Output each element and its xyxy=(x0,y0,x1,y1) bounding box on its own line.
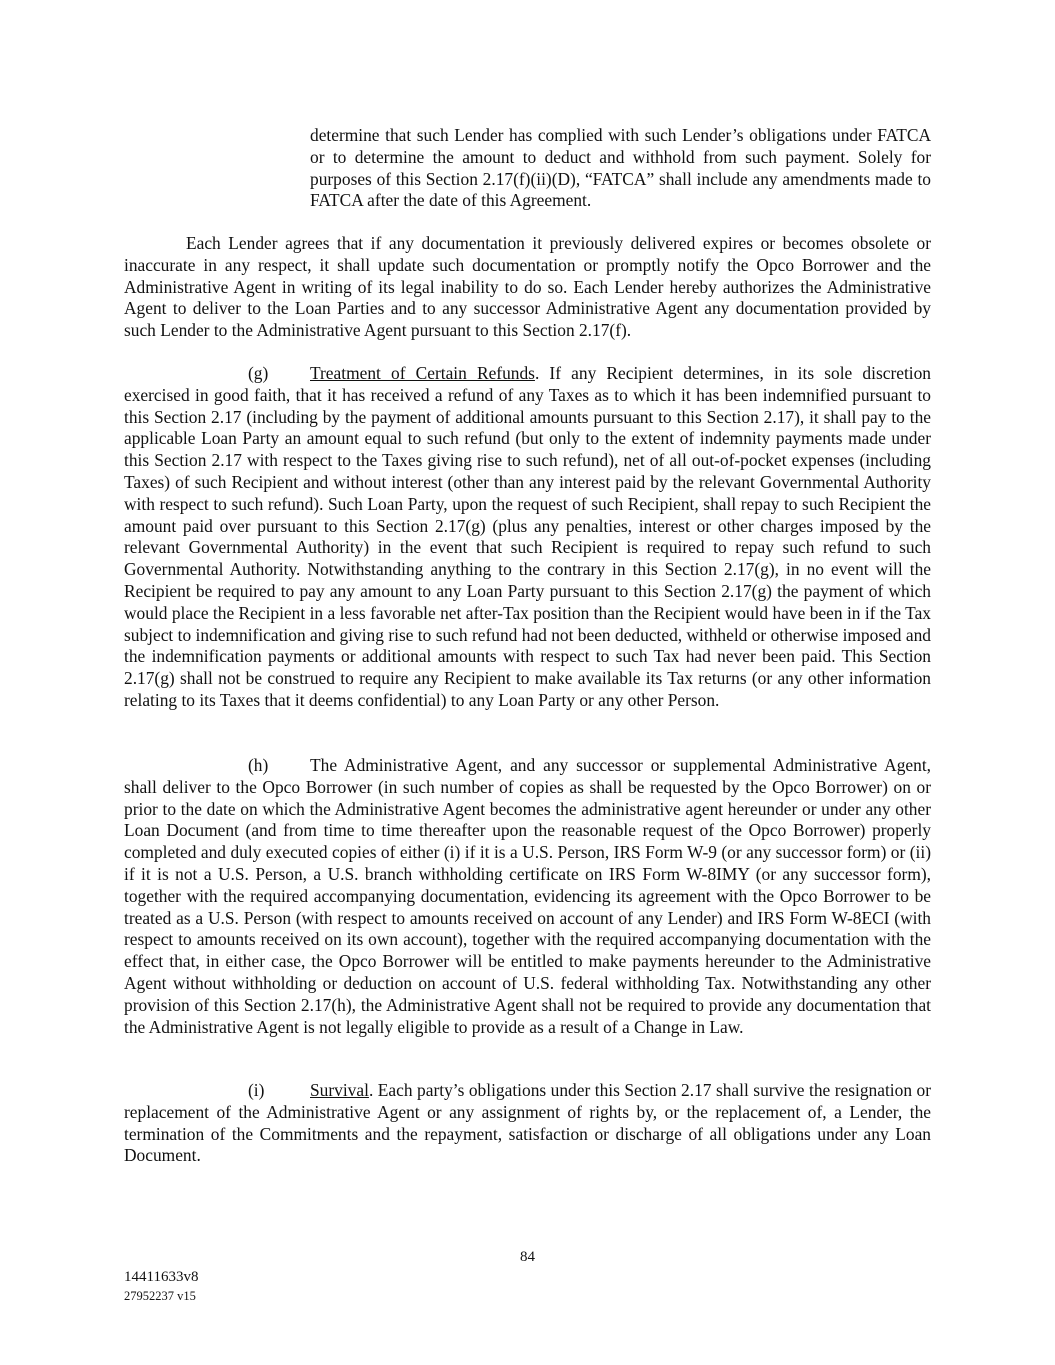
documentation-update-paragraph: Each Lender agrees that if any documentation it previously delivered expires or becomes obsolete or inaccurate in any respect, it shall update such documentation or promptly notify the Opco Borrower and the Administrative Agent in writing of its legal inability to do so. Each Lender hereby authorizes the Administrative Agent to deliver to the Loan Parties and to any successor Administrative Agent any documentation provided by such Lender to the Administrative Agent pursuant to this Section 2.17(f). xyxy=(124,233,931,341)
document-id-secondary: 27952237 v15 xyxy=(124,1289,196,1303)
fatca-continuation-paragraph: determine that such Lender has complied with such Lender’s obligations under FATCA or to determine the amount to deduct and withhold from such payment. Solely for purposes of this Section 2.17(f)(ii)(D), “FATCA” shall include any amendments made to FATCA after the date of this Agreement. xyxy=(310,125,931,211)
section-g-paragraph xyxy=(124,363,931,712)
section-h-label: (h) xyxy=(248,755,269,775)
page-number: 84 xyxy=(520,1249,535,1265)
section-i-label: (i) xyxy=(248,1080,265,1100)
document-id-primary: 14411633v8 xyxy=(124,1269,199,1285)
section-g-heading: Treatment of Certain Refunds xyxy=(310,363,535,383)
section-i-heading: Survival xyxy=(310,1080,369,1100)
section-h-paragraph xyxy=(124,755,931,1038)
section-h-body: The Administrative Agent, and any successor or supplemental Administrative Agent, shall deliver to the Opco Borrower (in such number of copies as shall be requested by the Opco Borrower) on or prior to the date on which the Administrative Agent becomes the administrative agent hereunder or under any other Loan Document (and from time to time thereafter upon the reasonable request of the Opco Borrower) properly completed and duly executed copies of either (i) if it is a U.S. Person, IRS Form W-9 (or any successor form) or (ii) if it is not a U.S. Person, a U.S. branch withholding certificate on IRS Form W-8IMY (or any successor form), together with the required accompanying documentation, evidencing its agreement with the Opco Borrower to be treated as a U.S. Person (with respect to amounts received on account of any Lender) and IRS Form W-8ECI (with respect to amounts received on its own account), together with the required accompanying documentation with the effect that, in either case, the Opco Borrower will be entitled to make payments hereunder to the Administrative Agent without withholding or deduction on account of U.S. federal withholding Tax. Notwithstanding any other provision of this Section 2.17(h), the Administrative Agent shall not be required to provide any documentation that the Administrative Agent is not legally eligible to provide as a result of a Change in Law. xyxy=(124,755,931,1037)
section-g-label: (g) xyxy=(248,363,269,383)
section-g-body: . If any Recipient determines, in its sole discretion exercised in good faith, that it has received a refund of any Taxes as to which it has been indemnified pursuant to this Section 2.17 (including by the payment of additional amounts pursuant to this Section 2.17), it shall pay to the applicable Loan Party an amount equal to such refund (but only to the extent of indemnity payments made under this Section 2.17 with respect to the Taxes giving rise to such refund), net of all out-of-pocket expenses (including Taxes) of such Recipient and without interest (other than any interest paid by the relevant Governmental Authority with respect to such refund). Such Loan Party, upon the request of such Recipient, shall repay to such Recipient the amount paid over pursuant to this Section 2.17(g) (plus any penalties, interest or other charges imposed by the relevant Governmental Authority) in the event that such Recipient is required to repay such refund to such Governmental Authority. Notwithstanding anything to the contrary in this Section 2.17(g), in no event will the Recipient be required to pay any amount to any Loan Party pursuant to this Section 2.17(g) the payment of which would place the Recipient in a less favorable net after-Tax position than the Recipient would have been in if the Tax subject to indemnification and giving rise to such refund had not been deducted, withheld or otherwise imposed and the indemnification payments or additional amounts with respect to such Tax had never been paid. This Section 2.17(g) shall not be construed to require any Recipient to make available its Tax returns (or any other information relating to its Taxes that it deems confidential) to any Loan Party or any other Person. xyxy=(124,363,932,710)
section-i-paragraph xyxy=(124,1080,931,1167)
section-i-body: . Each party’s obligations under this Section 2.17 shall survive the resignation or replacement of the Administrative Agent or any assignment of rights by, or the replacement of, a Lender, the termination of the Commitments and the repayment, satisfaction or discharge of all obligations under any Loan Document. xyxy=(124,1080,931,1166)
